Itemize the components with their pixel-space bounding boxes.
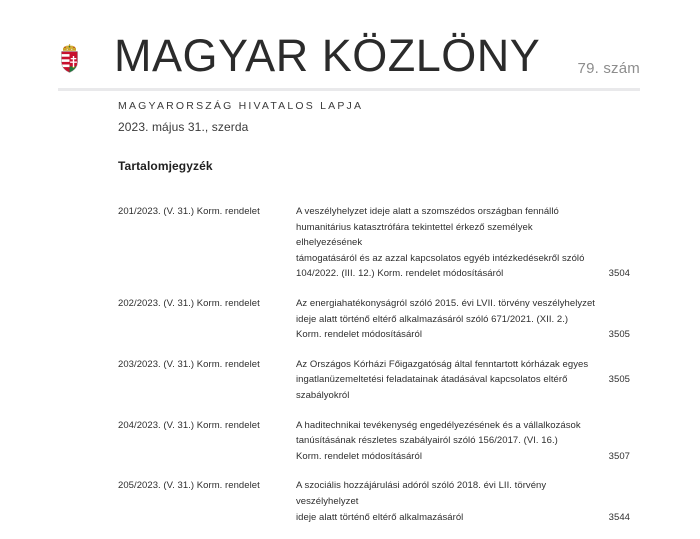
toc-entry[interactable] — [118, 296, 630, 343]
toc-entry[interactable] — [118, 478, 630, 525]
toc-entry-description — [296, 418, 630, 465]
issue-number: 79. szám — [577, 60, 640, 77]
toc-entry-line-text: 104/2022. (III. 12.) Korm. rendelet módosításáról — [296, 268, 504, 280]
page-title: MAGYAR KÖZLÖNY — [114, 30, 541, 81]
toc-entry-reference: 203/2023. (V. 31.) Korm. rendelet — [118, 358, 260, 370]
toc-entry-line-text: A veszélyhelyzet ideje alatt a szomszédos országban fennálló — [296, 206, 559, 217]
toc-entry-line — [296, 266, 630, 282]
toc-entry-page-number: 3544 — [608, 511, 630, 523]
toc-entry-line — [296, 510, 630, 526]
toc-entry-reference: 201/2023. (V. 31.) Korm. rendelet — [118, 206, 260, 217]
publication-date: 2023. május 31., szerda — [118, 119, 249, 134]
toc-entry[interactable] — [118, 418, 630, 465]
toc-entry-reference: 202/2023. (V. 31.) Korm. rendelet — [118, 297, 260, 309]
official-journal-label: MAGYARORSZÁG HIVATALOS LAPJA — [118, 100, 364, 112]
subtitle-block — [118, 99, 363, 136]
toc-entry-line-text: ideje alatt történő eltérő alkalmazásáról — [296, 511, 464, 523]
hungary-coat-of-arms-icon — [59, 44, 80, 74]
toc-entry-reference: 204/2023. (V. 31.) Korm. rendelet — [118, 419, 260, 431]
toc-entry-line — [296, 204, 630, 220]
toc-entry-description — [296, 357, 630, 404]
toc-entry[interactable] — [118, 204, 630, 282]
toc-entry-page-number: 3505 — [608, 374, 630, 386]
masthead-divider — [58, 88, 640, 91]
table-of-contents-heading: Tartalomjegyzék — [118, 159, 213, 173]
table-of-contents — [118, 204, 630, 539]
toc-entry-line-text: A szociális hozzájárulási adóról szóló 2018. évi LII. törvény veszélyhelyzet — [296, 480, 547, 507]
toc-entry-line-text: humanitárius katasztrófára tekintettel érkező személyek elhelyezésének — [296, 221, 533, 249]
toc-entry-line-text: ideje alatt történő eltérő alkalmazásáról szóló 671/2021. (XII. 2.) — [296, 313, 569, 325]
toc-entry-line — [296, 251, 630, 267]
toc-entry-description — [296, 204, 630, 282]
toc-entry-line — [296, 220, 630, 251]
toc-entry-line-text: Az Országos Kórházi Főigazgatóság által fenntartott kórházak egyes — [296, 358, 589, 370]
toc-entry-line — [296, 418, 630, 434]
toc-entry-line-text: Korm. rendelet módosításáról — [296, 450, 423, 462]
toc-entry-line-text: tanúsításának részletes szabályairól szóló 156/2017. (VI. 16.) — [296, 435, 558, 447]
toc-entry-line — [296, 449, 630, 465]
toc-entry-page-number: 3507 — [608, 450, 630, 462]
toc-entry-line-text: Korm. rendelet módosításáról — [296, 329, 423, 341]
toc-entry-page-number: 3504 — [608, 268, 630, 280]
toc-entry-line — [296, 357, 630, 373]
toc-entry-line — [296, 327, 630, 343]
toc-entry-line — [296, 433, 630, 449]
toc-entry-line-text: ingatlanüzemeltetési feladatainak átadásával kapcsolatos eltérő szabályokról — [296, 374, 568, 401]
toc-entry-page-number: 3505 — [608, 329, 630, 341]
toc-entry-reference: 205/2023. (V. 31.) Korm. rendelet — [118, 480, 260, 492]
toc-entry-description — [296, 296, 630, 343]
toc-entry-line-text: Az energiahatékonyságról szóló 2015. évi LVII. törvény veszélyhelyzet — [296, 297, 595, 309]
toc-entry[interactable] — [118, 357, 630, 404]
toc-entry-line — [296, 372, 630, 403]
toc-entry-line-text: támogatásáról és az azzal kapcsolatos egyéb intézkedésekről szóló — [296, 252, 585, 264]
toc-entry-line — [296, 478, 630, 509]
toc-entry-line-text: A haditechnikai tevékenység engedélyezésének és a vállalkozások — [296, 419, 581, 431]
toc-entry-line — [296, 312, 630, 328]
toc-entry-line — [296, 296, 630, 312]
masthead — [0, 0, 700, 92]
toc-entry-description — [296, 478, 630, 525]
